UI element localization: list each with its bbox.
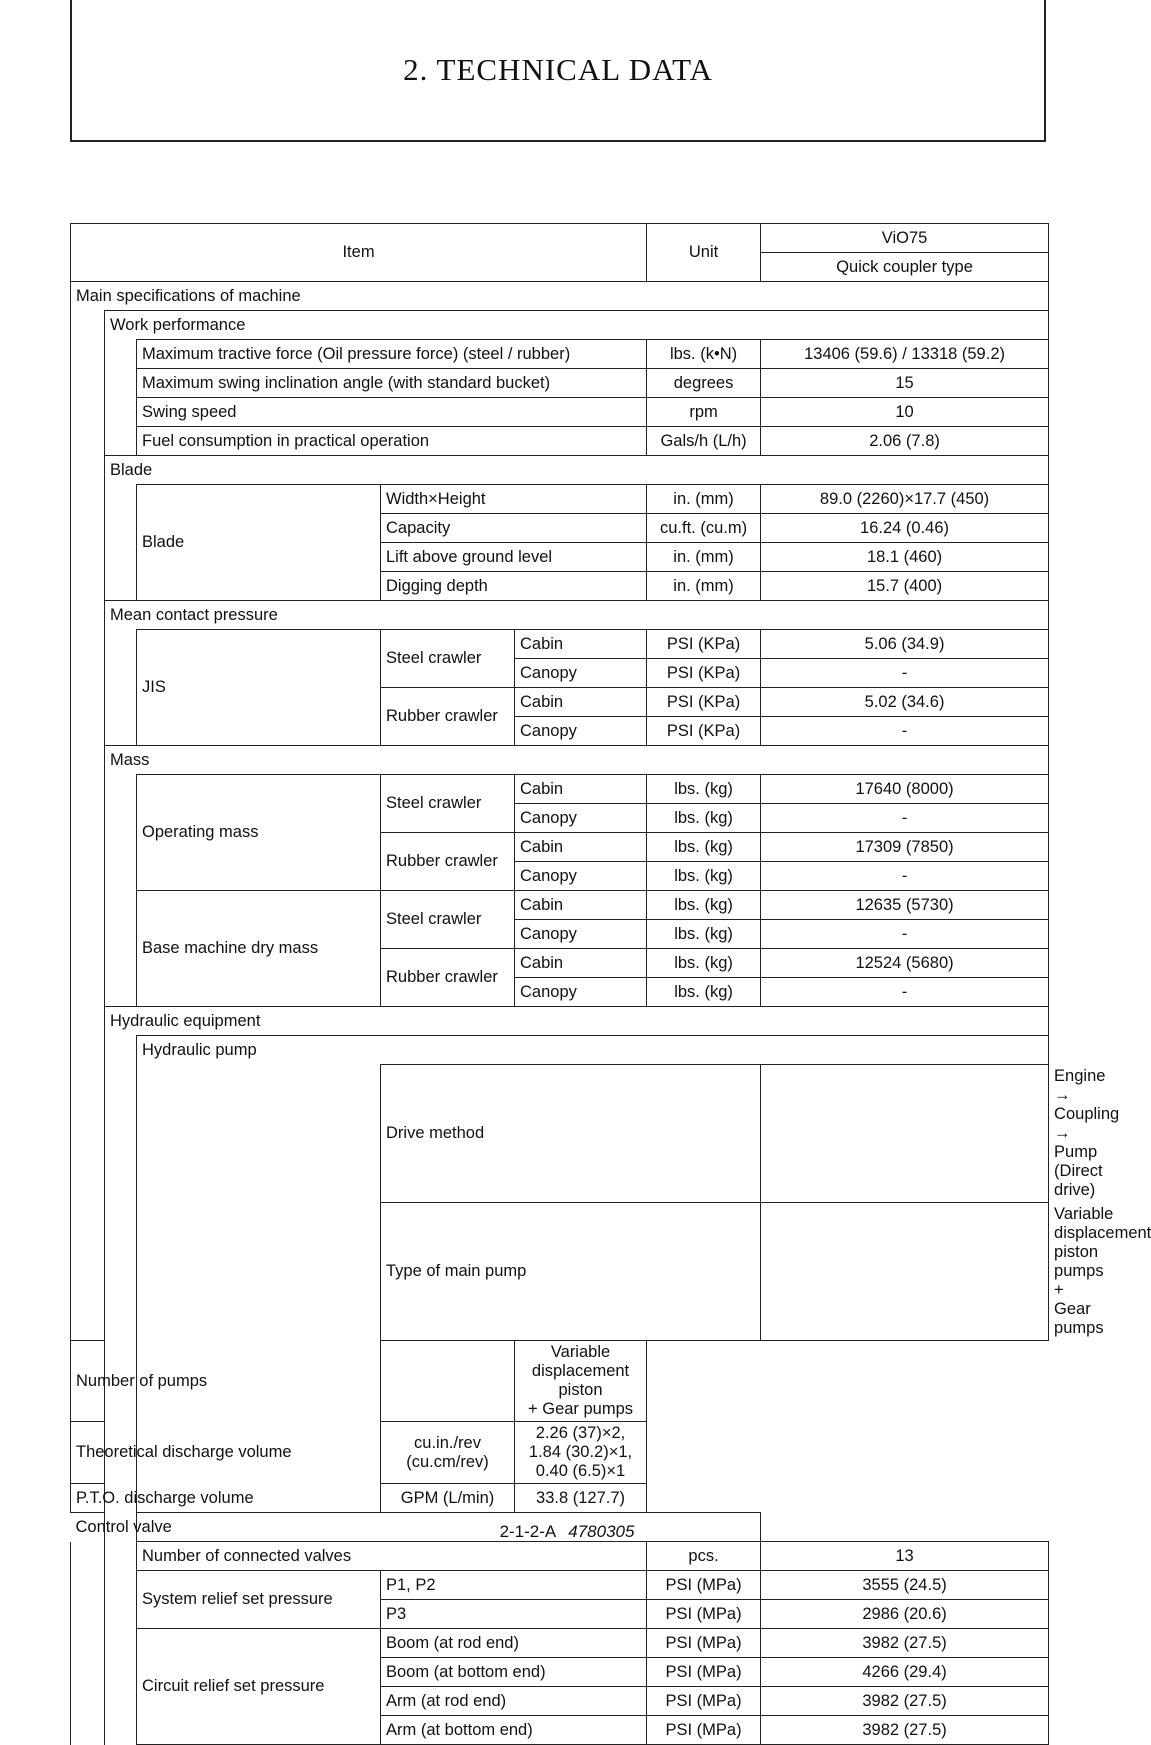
value-cell: - bbox=[761, 659, 1049, 688]
table-row bbox=[71, 369, 1049, 398]
crawler-label: Rubber crawler bbox=[381, 688, 515, 746]
unit-cell: lbs. (kg) bbox=[647, 949, 761, 978]
group-label: Base machine dry mass bbox=[137, 891, 381, 1007]
value-cell: 18.1 (460) bbox=[761, 543, 1049, 572]
value-cell: 12635 (5730) bbox=[761, 891, 1049, 920]
unit-cell: lbs. (kg) bbox=[647, 891, 761, 920]
technical-data-table bbox=[70, 223, 1151, 1745]
type-cell: Canopy bbox=[515, 659, 647, 688]
value-cell: - bbox=[761, 920, 1049, 949]
subsection-mass: Mass bbox=[105, 746, 1049, 775]
section-row bbox=[71, 1007, 1049, 1036]
unit-cell: in. (mm) bbox=[647, 572, 761, 601]
indent-cell bbox=[105, 630, 137, 746]
item-cell: Drive method bbox=[381, 1065, 761, 1203]
unit-cell: PSI (KPa) bbox=[647, 630, 761, 659]
section-row bbox=[71, 282, 1049, 311]
value-cell: 12524 (5680) bbox=[761, 949, 1049, 978]
item-cell: Number of pumps bbox=[71, 1341, 381, 1422]
unit-cell: lbs. (kg) bbox=[647, 978, 761, 1007]
subsection-row bbox=[71, 456, 1049, 485]
port-cell: P1, P2 bbox=[381, 1571, 647, 1600]
type-cell: Cabin bbox=[515, 891, 647, 920]
subsection-row bbox=[71, 1036, 1049, 1065]
value-cell: 3982 (27.5) bbox=[761, 1687, 1049, 1716]
subsection-contact: Mean contact pressure bbox=[105, 601, 1049, 630]
type-cell: Cabin bbox=[515, 630, 647, 659]
unit-cell bbox=[381, 1422, 515, 1484]
table-row bbox=[71, 891, 1049, 920]
type-cell: Canopy bbox=[515, 920, 647, 949]
section-hydraulic: Hydraulic equipment bbox=[105, 1007, 1049, 1036]
group-label: Operating mass bbox=[137, 775, 381, 891]
title-frame bbox=[70, 0, 1046, 142]
header-unit: Unit bbox=[647, 224, 761, 282]
section-main-spec: Main specifications of machine bbox=[71, 282, 1049, 311]
subsection-row bbox=[71, 311, 1049, 340]
type-cell: Canopy bbox=[515, 862, 647, 891]
value-cell bbox=[515, 1422, 647, 1484]
unit-cell bbox=[381, 1341, 515, 1422]
value-cell: - bbox=[761, 862, 1049, 891]
port-cell: Boom (at rod end) bbox=[381, 1629, 647, 1658]
value-cell: 17309 (7850) bbox=[761, 833, 1049, 862]
table-row bbox=[71, 398, 1049, 427]
type-cell: Cabin bbox=[515, 775, 647, 804]
crawler-label: Rubber crawler bbox=[381, 949, 515, 1007]
crawler-label: Rubber crawler bbox=[381, 833, 515, 891]
unit-cell: PSI (MPa) bbox=[647, 1658, 761, 1687]
unit-cell: in. (mm) bbox=[647, 485, 761, 514]
crawler-label: Steel crawler bbox=[381, 775, 515, 833]
unit-cell: lbs. (kg) bbox=[647, 920, 761, 949]
value-line: Variable displacement piston bbox=[531, 1343, 630, 1399]
indent-cell bbox=[105, 340, 137, 456]
indent-cell bbox=[71, 1542, 105, 1745]
value-cell: 2986 (20.6) bbox=[761, 1600, 1049, 1629]
table-row bbox=[71, 775, 1049, 804]
unit-cell: PSI (KPa) bbox=[647, 717, 761, 746]
value-cell: 16.24 (0.46) bbox=[761, 514, 1049, 543]
item-cell: Theoretical discharge volume bbox=[71, 1422, 381, 1484]
unit-cell: lbs. (kg) bbox=[647, 833, 761, 862]
value-cell: 10 bbox=[761, 398, 1049, 427]
item-cell: Fuel consumption in practical operation bbox=[137, 427, 647, 456]
table-row bbox=[71, 1571, 1049, 1600]
value-cell: 13 bbox=[761, 1542, 1049, 1571]
unit-cell: cu.ft. (cu.m) bbox=[647, 514, 761, 543]
item-cell: Lift above ground level bbox=[381, 543, 647, 572]
unit-cell: PSI (KPa) bbox=[647, 659, 761, 688]
unit-cell: in. (mm) bbox=[647, 543, 761, 572]
port-cell: Boom (at bottom end) bbox=[381, 1658, 647, 1687]
crawler-label: Steel crawler bbox=[381, 630, 515, 688]
value-cell: 2.06 (7.8) bbox=[761, 427, 1049, 456]
value-cell: - bbox=[761, 717, 1049, 746]
table-row bbox=[71, 427, 1049, 456]
group-label: Blade bbox=[137, 485, 381, 601]
group-label: System relief set pressure bbox=[137, 1571, 381, 1629]
header-variant: Quick coupler type bbox=[761, 253, 1049, 282]
type-cell: Cabin bbox=[515, 949, 647, 978]
item-cell: Width×Height bbox=[381, 485, 647, 514]
subsection-pump: Hydraulic pump bbox=[137, 1036, 1049, 1065]
value-cell: 3555 (24.5) bbox=[761, 1571, 1049, 1600]
table-row bbox=[71, 1484, 1049, 1513]
item-cell: Capacity bbox=[381, 514, 647, 543]
unit-cell: PSI (MPa) bbox=[647, 1600, 761, 1629]
unit-cell: lbs. (kg) bbox=[647, 804, 761, 833]
unit-cell: PSI (MPa) bbox=[647, 1571, 761, 1600]
table-row bbox=[71, 1341, 1049, 1422]
item-cell: Maximum tractive force (Oil pressure force) (steel / rubber) bbox=[137, 340, 647, 369]
value-cell: 4266 (29.4) bbox=[761, 1658, 1049, 1687]
type-cell: Cabin bbox=[515, 833, 647, 862]
port-cell: Arm (at rod end) bbox=[381, 1687, 647, 1716]
subsection-work: Work performance bbox=[105, 311, 1049, 340]
type-cell: Canopy bbox=[515, 978, 647, 1007]
indent-cell bbox=[105, 775, 137, 1007]
unit-cell: pcs. bbox=[647, 1542, 761, 1571]
subsection-row bbox=[71, 746, 1049, 775]
group-label: JIS bbox=[137, 630, 381, 746]
value-cell: 5.02 (34.6) bbox=[761, 688, 1049, 717]
unit-cell: Gals/h (L/h) bbox=[647, 427, 761, 456]
value-cell: 89.0 (2260)×17.7 (450) bbox=[761, 485, 1049, 514]
unit-cell: PSI (MPa) bbox=[647, 1687, 761, 1716]
item-cell: P.T.O. discharge volume bbox=[71, 1484, 381, 1513]
port-cell: P3 bbox=[381, 1600, 647, 1629]
table-row: Type of main pump Variable displacement piston pumps + Gear pumps bbox=[71, 1203, 1049, 1341]
item-cell: Maximum swing inclination angle (with standard bucket) bbox=[137, 369, 647, 398]
header-model: ViO75 bbox=[761, 224, 1049, 253]
unit-cell: degrees bbox=[647, 369, 761, 398]
unit-cell bbox=[761, 1203, 1049, 1341]
subsection-blade: Blade bbox=[105, 456, 1049, 485]
value-cell: 15 bbox=[761, 369, 1049, 398]
value-cell: 5.06 (34.9) bbox=[761, 630, 1049, 659]
page-number: 2-1-2-A bbox=[499, 1522, 557, 1541]
unit-cell: lbs. (kg) bbox=[647, 862, 761, 891]
value-cell: - bbox=[761, 804, 1049, 833]
value-cell: 3982 (27.5) bbox=[761, 1716, 1049, 1745]
subsection-valve: Control valve bbox=[71, 1513, 761, 1542]
table-row bbox=[71, 1629, 1049, 1658]
table-row bbox=[71, 1422, 1049, 1484]
type-cell: Cabin bbox=[515, 688, 647, 717]
page-title: 2. TECHNICAL DATA bbox=[403, 52, 713, 87]
table-row bbox=[71, 340, 1049, 369]
item-cell: Swing speed bbox=[137, 398, 647, 427]
unit-cell: lbs. (k•N) bbox=[647, 340, 761, 369]
group-label: Circuit relief set pressure bbox=[137, 1629, 381, 1745]
value-cell: 3982 (27.5) bbox=[761, 1629, 1049, 1658]
header-item: Item bbox=[71, 224, 647, 282]
indent-cell bbox=[71, 311, 105, 1341]
table-row bbox=[71, 485, 1049, 514]
unit-line: (cu.cm/rev) bbox=[406, 1452, 489, 1471]
value-cell: 13406 (59.6) / 13318 (59.2) bbox=[761, 340, 1049, 369]
value-cell: 33.8 (127.7) bbox=[515, 1484, 647, 1513]
value-line: 0.40 (6.5)×1 bbox=[535, 1462, 626, 1480]
subsection-row bbox=[71, 601, 1049, 630]
unit-line: cu.in./rev bbox=[414, 1433, 481, 1452]
value-cell: - bbox=[761, 978, 1049, 1007]
indent-cell bbox=[105, 485, 137, 601]
type-cell: Canopy bbox=[515, 804, 647, 833]
value-cell bbox=[515, 1341, 647, 1422]
unit-cell: PSI (KPa) bbox=[647, 688, 761, 717]
type-cell: Canopy bbox=[515, 717, 647, 746]
table-row: Drive method Engine → Coupling → Pump (Direct drive) bbox=[71, 1065, 1049, 1203]
unit-cell: rpm bbox=[647, 398, 761, 427]
unit-cell: lbs. (kg) bbox=[647, 775, 761, 804]
page-footer bbox=[0, 1522, 1134, 1542]
value-cell: 17640 (8000) bbox=[761, 775, 1049, 804]
value-line: 2.26 (37)×2, 1.84 (30.2)×1, bbox=[528, 1424, 633, 1461]
table-row bbox=[71, 1542, 1049, 1571]
item-cell: Type of main pump bbox=[381, 1203, 761, 1341]
port-cell: Arm (at bottom end) bbox=[381, 1716, 647, 1745]
unit-cell: PSI (MPa) bbox=[647, 1629, 761, 1658]
unit-cell bbox=[761, 1065, 1049, 1203]
value-line: + Gear pumps bbox=[528, 1400, 634, 1418]
unit-cell: PSI (MPa) bbox=[647, 1716, 761, 1745]
unit-cell: GPM (L/min) bbox=[381, 1484, 515, 1513]
value-cell: 15.7 (400) bbox=[761, 572, 1049, 601]
document-number: 4780305 bbox=[568, 1522, 635, 1541]
table-row bbox=[71, 630, 1049, 659]
item-cell: Number of connected valves bbox=[137, 1542, 647, 1571]
item-cell: Digging depth bbox=[381, 572, 647, 601]
table-header-row bbox=[71, 224, 1049, 253]
crawler-label: Steel crawler bbox=[381, 891, 515, 949]
